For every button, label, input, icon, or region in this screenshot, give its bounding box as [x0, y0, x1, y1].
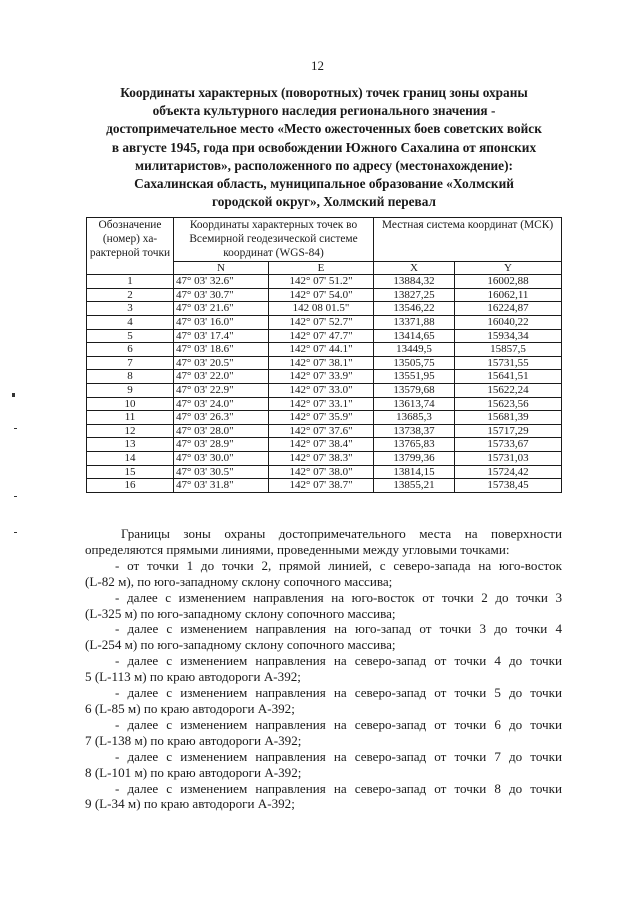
cell-x: 13827,25 — [374, 288, 455, 302]
cell-latitude: 47° 03' 20.5" — [174, 356, 269, 370]
cell-y: 15717,29 — [455, 424, 562, 438]
boundary-item-line: - далее с изменением направления на северо-запад от точки 8 до точки — [115, 780, 562, 796]
header-y: Y — [455, 261, 562, 275]
cell-longitude: 142° 07' 38.0" — [269, 465, 374, 479]
cell-x: 13799,36 — [374, 451, 455, 465]
paragraph-line: определяются прямыми линиями, проведенными между угловыми точками: — [85, 541, 510, 557]
cell-point-number: 12 — [87, 424, 174, 438]
cell-latitude: 47° 03' 30.0" — [174, 451, 269, 465]
cell-x: 13505,75 — [374, 356, 455, 370]
cell-x: 13884,32 — [374, 275, 455, 289]
cell-longitude: 142° 07' 54.0" — [269, 288, 374, 302]
table-row — [87, 465, 562, 479]
heading-line: милитаристов», расположенного по адресу (местонахождение): — [135, 157, 513, 173]
table-row — [87, 451, 562, 465]
cell-y: 15724,42 — [455, 465, 562, 479]
cell-longitude: 142° 07' 38.4" — [269, 438, 374, 452]
cell-y: 15731,55 — [455, 356, 562, 370]
boundary-item-line: - далее с изменением направления на северо-запад от точки 7 до точки — [115, 748, 562, 764]
cell-point-number: 16 — [87, 479, 174, 493]
scan-mark — [14, 532, 17, 533]
cell-y: 15623,56 — [455, 397, 562, 411]
cell-point-number: 7 — [87, 356, 174, 370]
table-row — [87, 411, 562, 425]
cell-latitude: 47° 03' 28.0" — [174, 424, 269, 438]
cell-point-number: 5 — [87, 329, 174, 343]
table-row — [87, 315, 562, 329]
header-wgs84: Координаты характерных точек во Всемирной геодезической системе координат (WGS-84) — [174, 218, 374, 262]
cell-longitude: 142° 07' 33.9" — [269, 370, 374, 384]
scan-mark — [14, 428, 17, 429]
page-number: 12 — [311, 58, 324, 73]
cell-y: 15733,67 — [455, 438, 562, 452]
cell-y: 16002,88 — [455, 275, 562, 289]
table-row — [87, 343, 562, 357]
cell-latitude: 47° 03' 21.6" — [174, 302, 269, 316]
cell-point-number: 3 — [87, 302, 174, 316]
boundary-item-line: 6 (L-85 м) по краю автодороги А-392; — [85, 700, 295, 716]
table-row — [87, 275, 562, 289]
cell-point-number: 6 — [87, 343, 174, 357]
cell-latitude: 47° 03' 22.9" — [174, 383, 269, 397]
cell-x: 13738,37 — [374, 424, 455, 438]
cell-longitude: 142° 07' 44.1" — [269, 343, 374, 357]
boundary-item-line: - далее с изменением направления на северо-запад от точки 6 до точки — [115, 716, 562, 732]
heading-line: Сахалинская область, муниципальное образование «Холмский — [134, 176, 514, 192]
boundary-item-line: - далее с изменением направления на северо-запад от точки 5 до точки — [115, 685, 562, 701]
table-body — [87, 275, 562, 493]
cell-y: 15681,39 — [455, 411, 562, 425]
cell-longitude: 142° 07' 38.1" — [269, 356, 374, 370]
scan-mark — [14, 496, 17, 497]
table-row — [87, 438, 562, 452]
cell-point-number: 11 — [87, 411, 174, 425]
cell-latitude: 47° 03' 28.9" — [174, 438, 269, 452]
scan-mark — [12, 393, 15, 397]
cell-longitude: 142° 07' 38.3" — [269, 451, 374, 465]
cell-y: 15738,45 — [455, 479, 562, 493]
cell-x: 13685,3 — [374, 411, 455, 425]
heading-line: в августе 1945, года при освобождении Южного Сахалина от японских — [111, 139, 537, 155]
cell-x: 13765,83 — [374, 438, 455, 452]
cell-y: 16062,11 — [455, 288, 562, 302]
table-row — [87, 288, 562, 302]
cell-latitude: 47° 03' 16.0" — [174, 315, 269, 329]
cell-longitude: 142° 07' 47.7" — [269, 329, 374, 343]
boundary-item-line: (L-82 м), по юго-западному склону сопочного массива; — [85, 573, 393, 589]
cell-x: 13371,88 — [374, 315, 455, 329]
boundary-item-line: 8 (L-101 м) по краю автодороги А-392; — [85, 764, 302, 780]
heading-line: Координаты характерных (поворотных) точек границ зоны охраны — [120, 85, 528, 100]
boundary-items — [85, 558, 562, 813]
cell-longitude: 142° 07' 52.7" — [269, 315, 374, 329]
cell-point-number: 14 — [87, 451, 174, 465]
boundary-item-line: (L-325 м) по юго-западному склону сопочного массива; — [85, 605, 396, 621]
paragraph-line: Границы зоны охраны достопримечательного места на поверхности — [121, 526, 562, 541]
cell-longitude: 142° 07' 33.0" — [269, 383, 374, 397]
table-row — [87, 424, 562, 438]
cell-x: 13546,22 — [374, 302, 455, 316]
coordinates-table — [86, 217, 562, 493]
cell-y: 15934,34 — [455, 329, 562, 343]
table-row — [87, 370, 562, 384]
cell-y: 16040,22 — [455, 315, 562, 329]
cell-point-number: 2 — [87, 288, 174, 302]
cell-longitude: 142° 07' 38.7" — [269, 479, 374, 493]
cell-point-number: 1 — [87, 275, 174, 289]
boundary-item-line: - от точки 1 до точки 2, прямой линией, с северо-запада на юго-восток — [115, 557, 562, 573]
heading-line: объекта культурного наследия регионального значения - — [152, 103, 496, 119]
table-row — [87, 397, 562, 411]
cell-latitude: 47° 03' 18.6" — [174, 343, 269, 357]
cell-latitude: 47° 03' 24.0" — [174, 397, 269, 411]
cell-latitude: 47° 03' 31.8" — [174, 479, 269, 493]
header-point-number: Обозначение (номер) ха-рактерной точки — [87, 218, 174, 275]
table-row — [87, 479, 562, 493]
cell-x: 13579,68 — [374, 383, 455, 397]
cell-longitude: 142° 07' 51.2" — [269, 275, 374, 289]
header-n: N — [174, 261, 269, 275]
cell-y: 16224,87 — [455, 302, 562, 316]
table-row — [87, 329, 562, 343]
cell-x: 13855,21 — [374, 479, 455, 493]
cell-latitude: 47° 03' 26.3" — [174, 411, 269, 425]
heading-line: городской округ», Холмский перевал — [212, 194, 436, 210]
boundary-item-line: 9 (L-34 м) по краю автодороги А-392; — [85, 796, 295, 812]
table-row — [87, 302, 562, 316]
cell-latitude: 47° 03' 30.5" — [174, 465, 269, 479]
boundary-item-line: 5 (L-113 м) по краю автодороги А-392; — [85, 669, 301, 685]
cell-latitude: 47° 03' 32.6" — [174, 275, 269, 289]
document-heading — [85, 84, 563, 211]
cell-latitude: 47° 03' 22.0" — [174, 370, 269, 384]
cell-point-number: 13 — [87, 438, 174, 452]
cell-longitude: 142 08 01.5" — [269, 302, 374, 316]
cell-x: 13814,15 — [374, 465, 455, 479]
cell-point-number: 4 — [87, 315, 174, 329]
cell-y: 15731,03 — [455, 451, 562, 465]
boundary-item-line: 7 (L-138 м) по краю автодороги А-392; — [85, 732, 302, 748]
header-e: E — [269, 261, 374, 275]
cell-x: 13551,95 — [374, 370, 455, 384]
cell-point-number: 9 — [87, 383, 174, 397]
cell-latitude: 47° 03' 17.4" — [174, 329, 269, 343]
cell-longitude: 142° 07' 33.1" — [269, 397, 374, 411]
boundary-item-line: (L-254 м) по юго-западному склону сопочного массива; — [85, 637, 396, 653]
cell-point-number: 15 — [87, 465, 174, 479]
cell-x: 13414,65 — [374, 329, 455, 343]
cell-longitude: 142° 07' 37.6" — [269, 424, 374, 438]
cell-x: 13449,5 — [374, 343, 455, 357]
boundary-item-line: - далее с изменением направления на северо-запад от точки 4 до точки — [115, 653, 562, 669]
cell-y: 15622,24 — [455, 383, 562, 397]
boundary-item-line: - далее с изменением направления на юго-запад от точки 3 до точки 4 — [115, 621, 562, 637]
cell-longitude: 142° 07' 35.9" — [269, 411, 374, 425]
header-msk: Местная система координат (МСК) — [374, 218, 562, 262]
cell-y: 15857,5 — [455, 343, 562, 357]
heading-line: достопримечательное место «Место ожесточенных боев советских войск — [106, 121, 542, 137]
header-x: X — [374, 261, 455, 275]
boundary-item-line: - далее с изменением направления на юго-восток от точки 2 до точки 3 — [115, 589, 562, 605]
cell-point-number: 10 — [87, 397, 174, 411]
cell-point-number: 8 — [87, 370, 174, 384]
cell-y: 15641,51 — [455, 370, 562, 384]
boundary-description — [85, 526, 562, 812]
table-row — [87, 383, 562, 397]
cell-latitude: 47° 03' 30.7" — [174, 288, 269, 302]
table-row — [87, 356, 562, 370]
cell-x: 13613,74 — [374, 397, 455, 411]
